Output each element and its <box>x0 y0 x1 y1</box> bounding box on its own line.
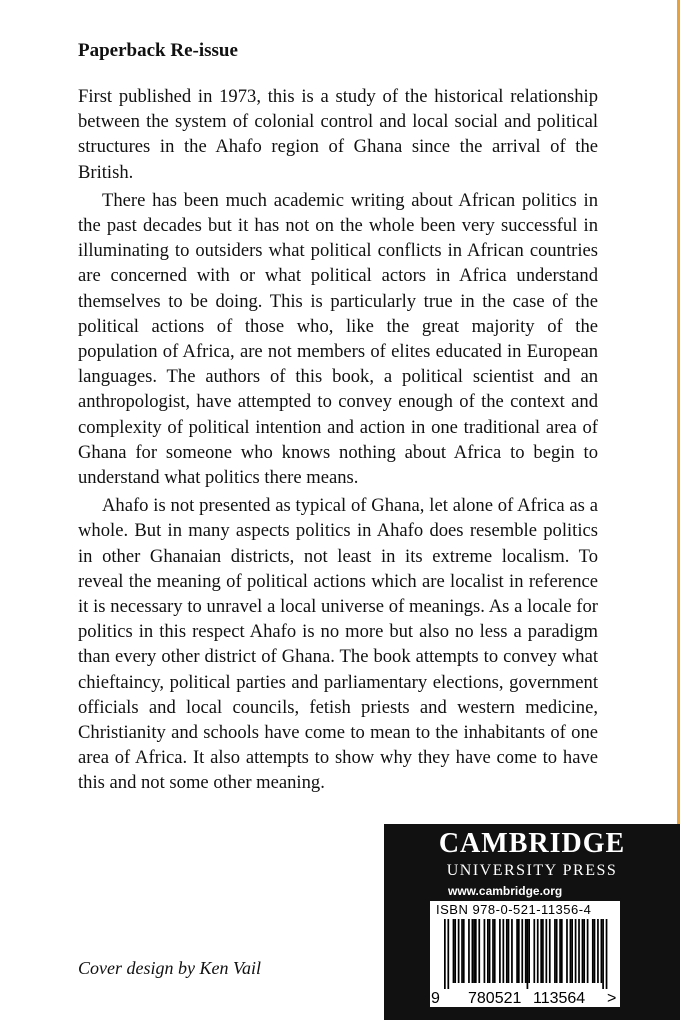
barcode-digits-right: 113564 <box>533 990 586 1007</box>
reissue-heading: Paperback Re-issue <box>78 40 238 61</box>
barcode-quiet-marker: > <box>607 990 617 1007</box>
barcode-bar <box>516 919 518 983</box>
barcode-bar <box>527 919 529 989</box>
barcode-bar <box>583 919 585 983</box>
barcode-bar <box>511 919 513 983</box>
blurb-paragraph-2: There has been much academic writing about African politics in the past decades but it has not on the whole been very successful in illuminating to outsiders what political conflicts in African countries are concerned with or what political actors in Africa understand themselves to be doing. This is particularly true in the case of the political actions of those who, like the great majority of the population of Africa, are not members of elites educated in European languages. The authors of this book, a political scientist and an anthropologist, have attempted to convey enough of the context and complexity of political intention and action in one traditional area of Ghana for someone who knows nothing about Africa to begin to understand what politics there means. <box>78 189 598 489</box>
barcode-bar <box>525 919 527 983</box>
barcode-bar <box>597 919 599 983</box>
barcode-bars <box>444 919 607 989</box>
barcode-bar <box>472 919 474 983</box>
barcode-bar <box>444 919 446 989</box>
barcode-bar <box>602 919 604 989</box>
barcode-bar <box>454 919 456 983</box>
barcode-bar <box>508 919 510 983</box>
blurb-paragraph-1: First published in 1973, this is a study of the historical relationship between the system of colonial control and local social and political structures in the Ahafo region of Ghana since the arrival of the British. <box>78 86 598 183</box>
barcode-bar <box>463 919 465 983</box>
barcode-bar <box>542 919 544 983</box>
isbn-barcode <box>430 901 620 1007</box>
barcode-bar <box>570 919 572 983</box>
barcode-bar <box>554 919 556 983</box>
barcode-bar <box>478 919 480 983</box>
barcode-digit-lead: 9 <box>431 990 440 1007</box>
barcode-bar <box>566 919 568 983</box>
barcode-bar <box>475 919 477 983</box>
barcode-bar <box>601 919 603 983</box>
barcode-bar <box>545 919 547 983</box>
barcode-bar <box>587 919 589 983</box>
barcode-bar <box>521 919 523 983</box>
barcode-bar <box>556 919 558 983</box>
barcode-bar <box>537 919 539 983</box>
barcode-bar <box>533 919 535 983</box>
barcode-bar <box>528 919 530 983</box>
barcode-bar <box>592 919 594 983</box>
barcode-bar <box>582 919 584 983</box>
publisher-name: CAMBRIDGE <box>438 828 626 859</box>
barcode-bar <box>571 919 573 983</box>
barcode-bar <box>518 919 520 983</box>
barcode-bar <box>487 919 489 983</box>
isbn-label: ISBN 978-0-521-11356-4 <box>436 902 592 917</box>
barcode-bar <box>447 919 449 989</box>
barcode-bar <box>559 919 561 983</box>
publisher-url: www.cambridge.org <box>448 884 563 898</box>
barcode-bar <box>489 919 491 983</box>
barcode-bar <box>458 919 460 983</box>
barcode-bar <box>578 919 580 983</box>
publisher-block <box>384 824 680 1020</box>
barcode-bar <box>484 919 486 983</box>
barcode-digits-left: 780521 <box>468 990 522 1007</box>
barcode-bar <box>461 919 463 983</box>
barcode-bar <box>468 919 470 983</box>
barcode-bar <box>453 919 455 983</box>
barcode-panel <box>430 901 620 1007</box>
barcode-bar <box>506 919 508 983</box>
blurb-text <box>78 84 598 796</box>
barcode-bar <box>502 919 504 983</box>
barcode-bar <box>549 919 551 983</box>
barcode-bar <box>473 919 475 983</box>
barcode-bar <box>499 919 501 983</box>
barcode-bar <box>594 919 596 983</box>
barcode-bar <box>575 919 577 983</box>
barcode-bar <box>561 919 563 983</box>
blurb-paragraph-3: Ahafo is not presented as typical of Ghana, let alone of Africa as a whole. But in many aspects politics in Ahafo does resemble politics in other Ghanaian districts, not least in its extreme localism. To reveal the meaning of political actions which are localist in reference it is necessary to unravel a local universe of meanings. As a locale for politics in this respect Ahafo is no more but also no less a paradigm than every other district of Ghana. The book attempts to convey what chieftaincy, political parties and parliamentary elections, government officials and local councils, fetish priests and western medicine, Christianity and schools have come to mean to the inhabitants of one area of Africa. It also attempts to show why they have come to have this and not some other meaning. <box>78 495 598 794</box>
cover-design-credit: Cover design by Ken Vail <box>78 958 261 978</box>
publisher-subtitle: UNIVERSITY PRESS <box>446 862 618 879</box>
barcode-bar <box>540 919 542 983</box>
barcode-bar <box>492 919 494 983</box>
barcode-bar <box>494 919 496 983</box>
barcode-bar <box>606 919 608 989</box>
